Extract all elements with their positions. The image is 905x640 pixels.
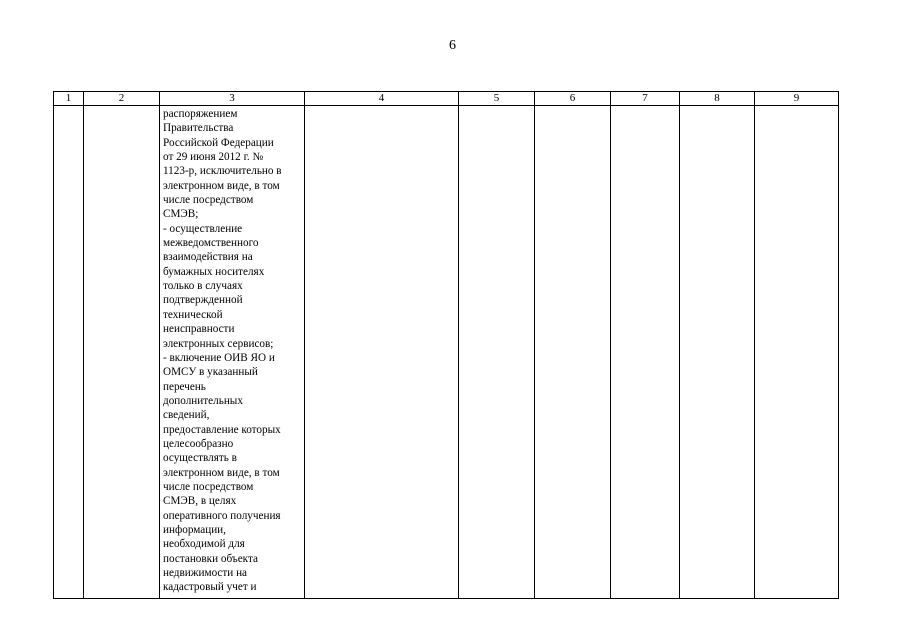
text-line: межведомственного: [163, 237, 259, 250]
table-cell-col-8: [680, 106, 755, 599]
text-line: Правительства: [163, 122, 234, 135]
text-line: необходимой для: [163, 538, 245, 551]
text-line: кадастровый учет и: [163, 581, 257, 594]
column-header-6: 6: [535, 92, 611, 106]
table-cell-col-1: [54, 106, 84, 599]
text-line: перечень: [163, 380, 206, 393]
column-header-1: 1: [54, 92, 84, 106]
text-line: оперативного получения: [163, 509, 281, 522]
column-header-2: 2: [84, 92, 160, 106]
text-line: недвижимости на: [163, 567, 248, 579]
text-line: 1123-р, исключительно в: [163, 165, 282, 178]
text-line: осуществлять в: [163, 452, 237, 465]
text-line: неисправности: [163, 323, 235, 336]
text-line: подтвержденной: [163, 294, 243, 307]
text-line: электронном виде, в том: [163, 179, 280, 192]
text-line: числе посредством: [163, 480, 254, 493]
table-cell-col-7: [611, 106, 680, 599]
text-line: технической: [163, 308, 223, 321]
text-line: электронном виде, в том: [163, 466, 280, 479]
text-line: постановки объекта: [163, 552, 258, 565]
column-header-5: 5: [459, 92, 535, 106]
table-cell-col-4: [305, 106, 459, 599]
column-header-3: 3: [160, 92, 305, 106]
table-row: [54, 106, 839, 599]
text-line: - осуществление: [163, 222, 243, 235]
text-line: - включение ОИВ ЯО и: [163, 351, 275, 364]
text-line: ОМСУ в указанный: [163, 366, 258, 379]
table-header-row: [54, 92, 839, 106]
text-line: только в случаях: [163, 280, 243, 293]
text-line: от 29 июня 2012 г. №: [163, 151, 264, 164]
text-line: СМЭВ;: [163, 208, 199, 221]
text-line: распоряжением: [163, 108, 238, 120]
table-cell-col-3: [160, 106, 305, 599]
text-line: предоставление которых: [163, 423, 281, 436]
text-line: Российской Федерации: [163, 136, 274, 149]
column-header-7: 7: [611, 92, 680, 106]
column-header-8: 8: [680, 92, 755, 106]
text-line: числе посредством: [163, 194, 254, 207]
column-header-9: 9: [755, 92, 839, 106]
text-line: бумажных носителях: [163, 265, 265, 278]
text-line: дополнительных: [163, 394, 243, 407]
page-number: 6: [449, 38, 456, 53]
text-line: информации,: [163, 523, 226, 536]
text-line: взаимодействия на: [163, 251, 253, 264]
text-line: СМЭВ, в целях: [163, 495, 237, 508]
column-header-4: 4: [305, 92, 459, 106]
text-line: электронных сервисов;: [163, 337, 274, 350]
text-line: целесообразно: [163, 437, 234, 450]
table-cell-col-2: [84, 106, 160, 599]
text-line: сведений,: [163, 409, 210, 422]
column-3-text: [160, 106, 304, 595]
table-cell-col-5: [459, 106, 535, 599]
document-table: [53, 91, 839, 599]
table-cell-col-6: [535, 106, 611, 599]
table-cell-col-9: [755, 106, 839, 599]
